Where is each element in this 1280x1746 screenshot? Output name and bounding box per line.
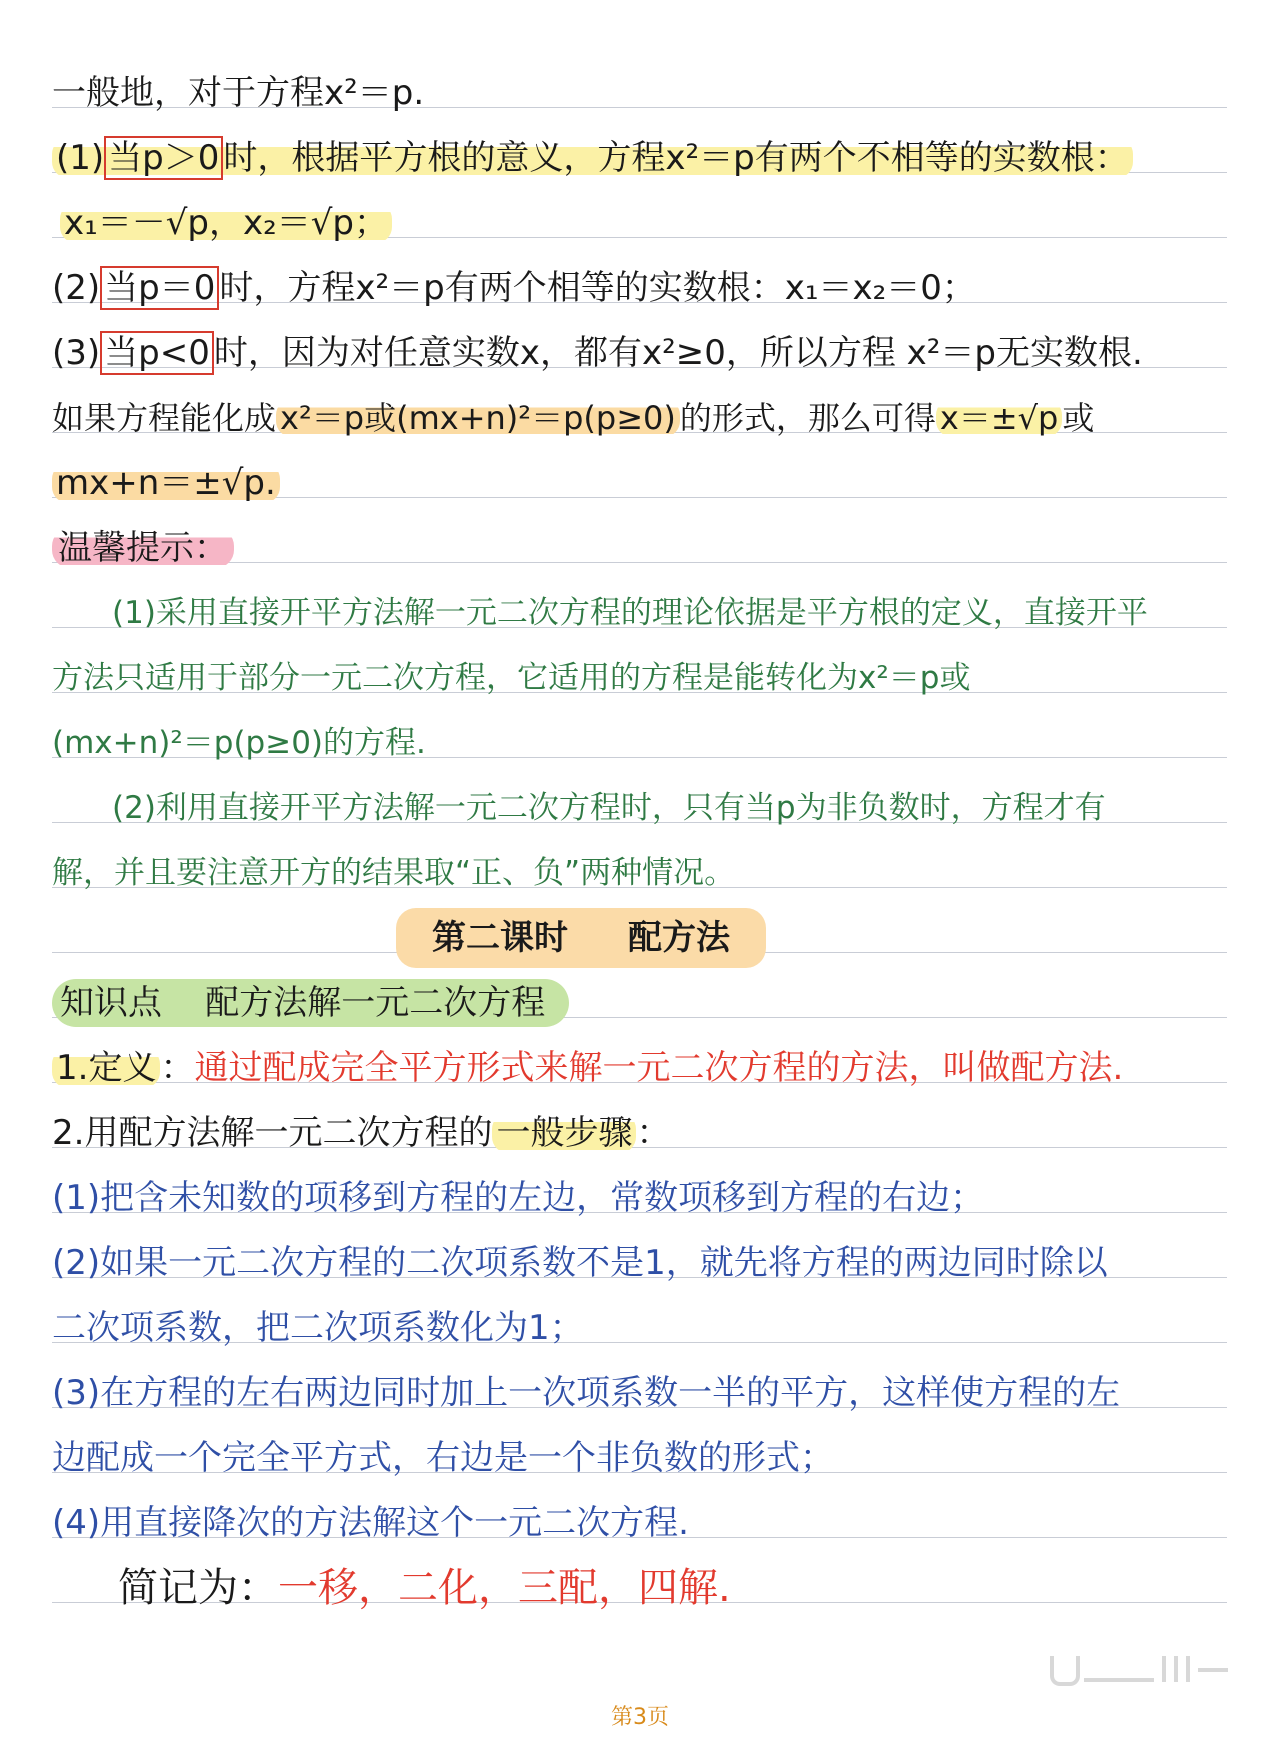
case-2-line — [52, 257, 1232, 319]
section-title-name: 配方法 — [628, 918, 730, 958]
general-form-text-c: 或 — [1062, 399, 1095, 437]
general-form-text-a: 如果方程能化成 — [52, 399, 277, 437]
case-1-line — [52, 127, 1232, 189]
case-1-text: 时，根据平方根的意义，方程x²＝p有两个不相等的实数根： — [223, 138, 1129, 178]
tip-1-line-1 — [112, 582, 1280, 644]
tip-2-text-2: 解，并且要注意开方的结果取“正、负”两种情况。 — [52, 855, 736, 891]
knowledge-point-badge — [52, 979, 569, 1027]
step-1-line — [52, 1167, 1232, 1229]
tip-1-text-2: 方法只适用于部分一元二次方程，它适用的方程是能转化为x²＝p或 — [52, 660, 971, 696]
steps-heading-b: ： — [636, 1113, 671, 1153]
general-form-line-2 — [52, 452, 1232, 514]
step-2-line-2 — [52, 1297, 1232, 1359]
tip-1-text-1: (1)采用直接开平方法解一元二次方程的理论依据是平方根的定义，直接开平 — [112, 595, 1148, 631]
case-1-roots-line — [60, 192, 1240, 254]
step-3-line-2 — [52, 1427, 1232, 1489]
case-1-highlight — [52, 138, 1133, 178]
general-form-solution-2: mx+n＝±√p. — [52, 463, 280, 503]
general-form-line — [52, 387, 1232, 449]
knowledge-point-title: 配方法解一元二次方程 — [205, 983, 546, 1023]
step-3-line-1 — [52, 1362, 1232, 1424]
step-2-text-1: (2)如果一元二次方程的二次项系数不是1，就先将方程的两边同时除以 — [52, 1243, 1108, 1283]
summary-line — [118, 1557, 1280, 1619]
case-3-line — [52, 322, 1232, 384]
definition-label: 1.定义 — [52, 1048, 160, 1088]
case-3-text: 时，因为对任意实数x，都有x²≥0，所以方程 x²＝p无实数根. — [213, 333, 1143, 373]
case-3-number: (3) — [52, 333, 101, 373]
steps-heading-highlight: 一般步骤 — [492, 1113, 636, 1153]
tip-1-text-3: (mx+n)²＝p(p≥0)的方程. — [52, 725, 426, 761]
page-number: 第3页 — [611, 1705, 669, 1730]
summary-label: 简记为： — [118, 1565, 278, 1611]
step-4-text: (4)用直接降次的方法解这个一元二次方程. — [52, 1503, 689, 1543]
steps-heading-line — [52, 1102, 1232, 1164]
step-2-text-2: 二次项系数，把二次项系数化为1； — [52, 1308, 584, 1348]
step-1-text: (1)把含未知数的项移到方程的左边，常数项移到方程的右边； — [52, 1178, 985, 1218]
definition-text: 通过配成完全平方形式来解一元二次方程的方法，叫做配方法. — [194, 1048, 1124, 1088]
case-1-condition-box: 当p＞0 — [104, 136, 223, 180]
knowledge-point-label: 知识点 — [60, 983, 162, 1023]
step-2-line-1 — [52, 1232, 1232, 1294]
tip-label: 温馨提示： — [52, 528, 234, 568]
tip-1-line-3 — [52, 712, 1232, 774]
summary-text: 一移，二化，三配，四解. — [278, 1565, 731, 1611]
steps-heading-a: 2.用配方法解一元二次方程的 — [52, 1113, 493, 1153]
intro-line — [52, 62, 1232, 124]
tip-2-text-1: (2)利用直接开平方法解一元二次方程时，只有当p为非负数时，方程才有 — [112, 790, 1106, 826]
case-3-condition-box: 当p<0 — [100, 331, 214, 375]
case-1-roots: x₁＝－√p，x₂＝√p； — [60, 203, 392, 243]
general-form-text-b: 的形式，那么可得 — [679, 399, 936, 437]
step-4-line — [52, 1492, 1232, 1554]
case-2-condition-box: 当p＝0 — [100, 266, 219, 310]
step-3-text-2: 边配成一个完全平方式，右边是一个非负数的形式； — [52, 1438, 834, 1478]
definition-line — [52, 1037, 1232, 1099]
general-form-solution-highlight: x＝±√p — [936, 399, 1062, 437]
knowledge-point-line — [52, 972, 1232, 1034]
case-2-number: (2) — [52, 268, 101, 308]
case-1-number: (1) — [56, 138, 105, 178]
case-2-text: 时，方程x²＝p有两个相等的实数根：x₁＝x₂＝0； — [219, 268, 976, 308]
tip-2-line-1 — [112, 777, 1280, 839]
section-title — [396, 908, 766, 968]
tip-label-line — [52, 517, 1232, 579]
tip-1-line-2 — [52, 647, 1232, 709]
general-form-highlight: x²＝p或(mx+n)²＝p(p≥0) — [276, 399, 680, 437]
watermark-logo — [1050, 1652, 1240, 1686]
intro-text: 一般地，对于方程x²＝p. — [52, 73, 425, 113]
definition-colon: ： — [160, 1048, 195, 1088]
step-3-text-1: (3)在方程的左右两边同时加上一次项系数一半的平方，这样使方程的左 — [52, 1373, 1121, 1413]
section-title-lesson: 第二课时 — [432, 918, 568, 958]
tip-2-line-2 — [52, 842, 1232, 904]
